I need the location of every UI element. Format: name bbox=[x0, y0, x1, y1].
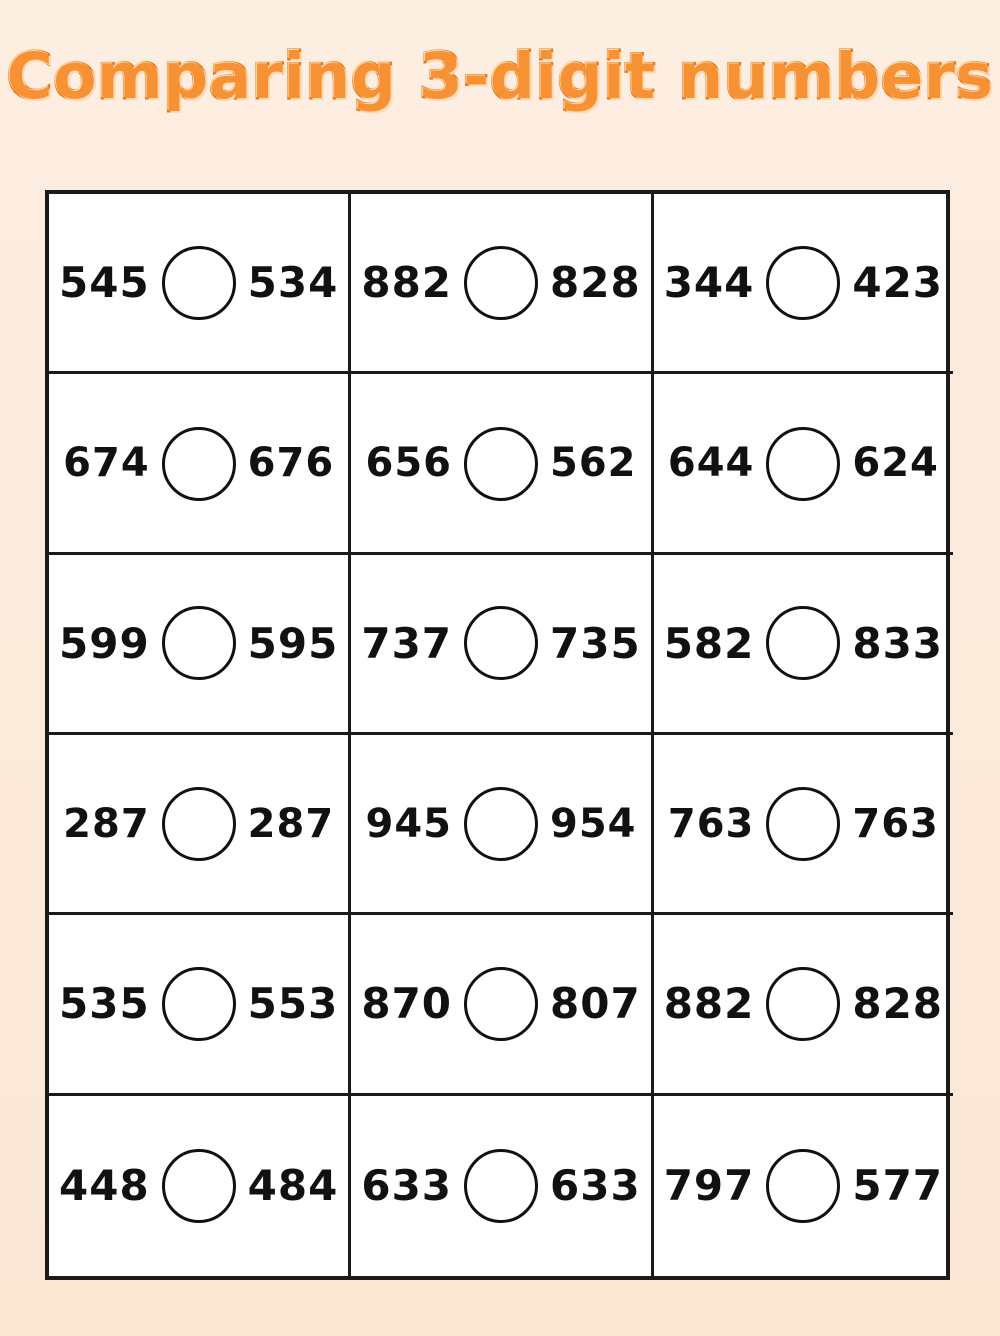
problem-cell[interactable] bbox=[351, 194, 653, 374]
left-number: 945 bbox=[365, 800, 453, 847]
problem-cell[interactable] bbox=[351, 374, 653, 554]
left-number: 287 bbox=[63, 800, 150, 847]
right-number: 595 bbox=[247, 618, 339, 668]
right-number: 763 bbox=[852, 800, 939, 847]
right-number: 423 bbox=[852, 258, 944, 308]
left-number: 882 bbox=[361, 258, 453, 308]
page-title: Comparing 3-digit numbers bbox=[6, 40, 994, 113]
left-number: 763 bbox=[667, 800, 755, 847]
problem-cell[interactable] bbox=[49, 735, 351, 915]
answer-circle[interactable] bbox=[161, 426, 237, 502]
comparison-pair bbox=[49, 1149, 348, 1223]
right-number: 562 bbox=[550, 439, 637, 486]
right-number: 484 bbox=[247, 1161, 339, 1211]
answer-circle[interactable] bbox=[160, 605, 237, 682]
comparison-pair bbox=[654, 787, 953, 861]
right-number: 624 bbox=[852, 439, 939, 486]
comparison-pair bbox=[49, 787, 348, 861]
problem-cell[interactable] bbox=[351, 555, 653, 735]
comparison-pair bbox=[351, 426, 650, 500]
left-number: 535 bbox=[59, 979, 150, 1029]
comparison-pair bbox=[351, 246, 650, 320]
answer-circle[interactable] bbox=[463, 966, 540, 1043]
right-number: 833 bbox=[852, 618, 944, 668]
problem-cell[interactable] bbox=[654, 1096, 953, 1276]
problem-cell[interactable] bbox=[654, 735, 953, 915]
answer-circle[interactable] bbox=[463, 426, 539, 502]
problem-cell[interactable] bbox=[351, 915, 653, 1095]
left-number: 344 bbox=[663, 258, 755, 308]
right-number: 735 bbox=[550, 618, 641, 668]
comparison-pair bbox=[49, 606, 348, 680]
comparison-pair bbox=[49, 246, 348, 320]
answer-circle[interactable] bbox=[161, 1148, 237, 1224]
answer-circle[interactable] bbox=[463, 605, 540, 682]
comparison-pair bbox=[351, 606, 650, 680]
answer-circle[interactable] bbox=[765, 605, 842, 682]
right-number: 676 bbox=[247, 439, 335, 486]
right-number: 553 bbox=[247, 979, 339, 1029]
comparison-pair bbox=[351, 787, 650, 861]
problem-cell[interactable] bbox=[654, 194, 953, 374]
right-number: 534 bbox=[247, 258, 339, 308]
answer-circle[interactable] bbox=[765, 426, 841, 502]
comparison-pair bbox=[654, 1149, 953, 1223]
comparison-pair bbox=[654, 606, 953, 680]
left-number: 448 bbox=[59, 1161, 150, 1211]
comparison-pair bbox=[654, 967, 953, 1041]
left-number: 644 bbox=[667, 439, 755, 486]
problem-cell[interactable] bbox=[49, 1096, 351, 1276]
comparison-pair bbox=[654, 426, 953, 500]
answer-circle[interactable] bbox=[765, 966, 842, 1043]
comparison-pair bbox=[654, 246, 953, 320]
right-number: 828 bbox=[550, 258, 641, 308]
answer-circle[interactable] bbox=[160, 966, 237, 1043]
problem-cell[interactable] bbox=[654, 555, 953, 735]
answer-circle[interactable] bbox=[161, 245, 236, 320]
problem-cell[interactable] bbox=[351, 1096, 653, 1276]
left-number: 545 bbox=[59, 258, 150, 308]
comparison-pair bbox=[49, 426, 348, 500]
answer-circle[interactable] bbox=[766, 786, 841, 861]
answer-circle[interactable] bbox=[161, 786, 236, 861]
problem-cell[interactable] bbox=[49, 555, 351, 735]
problems-grid bbox=[45, 190, 950, 1280]
problem-cell[interactable] bbox=[49, 194, 351, 374]
comparison-pair bbox=[351, 967, 650, 1041]
problem-cell[interactable] bbox=[351, 735, 653, 915]
worksheet-title-container bbox=[0, 40, 1000, 113]
right-number: 287 bbox=[247, 800, 335, 847]
answer-circle[interactable] bbox=[463, 245, 538, 320]
answer-circle[interactable] bbox=[765, 1148, 841, 1224]
comparison-pair bbox=[49, 967, 348, 1041]
answer-circle[interactable] bbox=[464, 786, 539, 861]
left-number: 870 bbox=[361, 979, 453, 1029]
left-number: 797 bbox=[663, 1161, 755, 1211]
left-number: 882 bbox=[663, 979, 755, 1029]
problem-cell[interactable] bbox=[654, 374, 953, 554]
problem-cell[interactable] bbox=[654, 915, 953, 1095]
right-number: 828 bbox=[852, 979, 944, 1029]
right-number: 577 bbox=[852, 1161, 944, 1211]
left-number: 599 bbox=[59, 618, 150, 668]
left-number: 582 bbox=[663, 618, 755, 668]
comparison-pair bbox=[351, 1149, 650, 1223]
right-number: 633 bbox=[550, 1161, 641, 1211]
left-number: 633 bbox=[361, 1161, 453, 1211]
left-number: 674 bbox=[63, 439, 150, 486]
right-number: 807 bbox=[550, 979, 641, 1029]
problem-cell[interactable] bbox=[49, 915, 351, 1095]
left-number: 656 bbox=[365, 439, 453, 486]
right-number: 954 bbox=[550, 800, 637, 847]
left-number: 737 bbox=[361, 618, 453, 668]
answer-circle[interactable] bbox=[766, 245, 841, 320]
problem-cell[interactable] bbox=[49, 374, 351, 554]
answer-circle[interactable] bbox=[463, 1148, 539, 1224]
